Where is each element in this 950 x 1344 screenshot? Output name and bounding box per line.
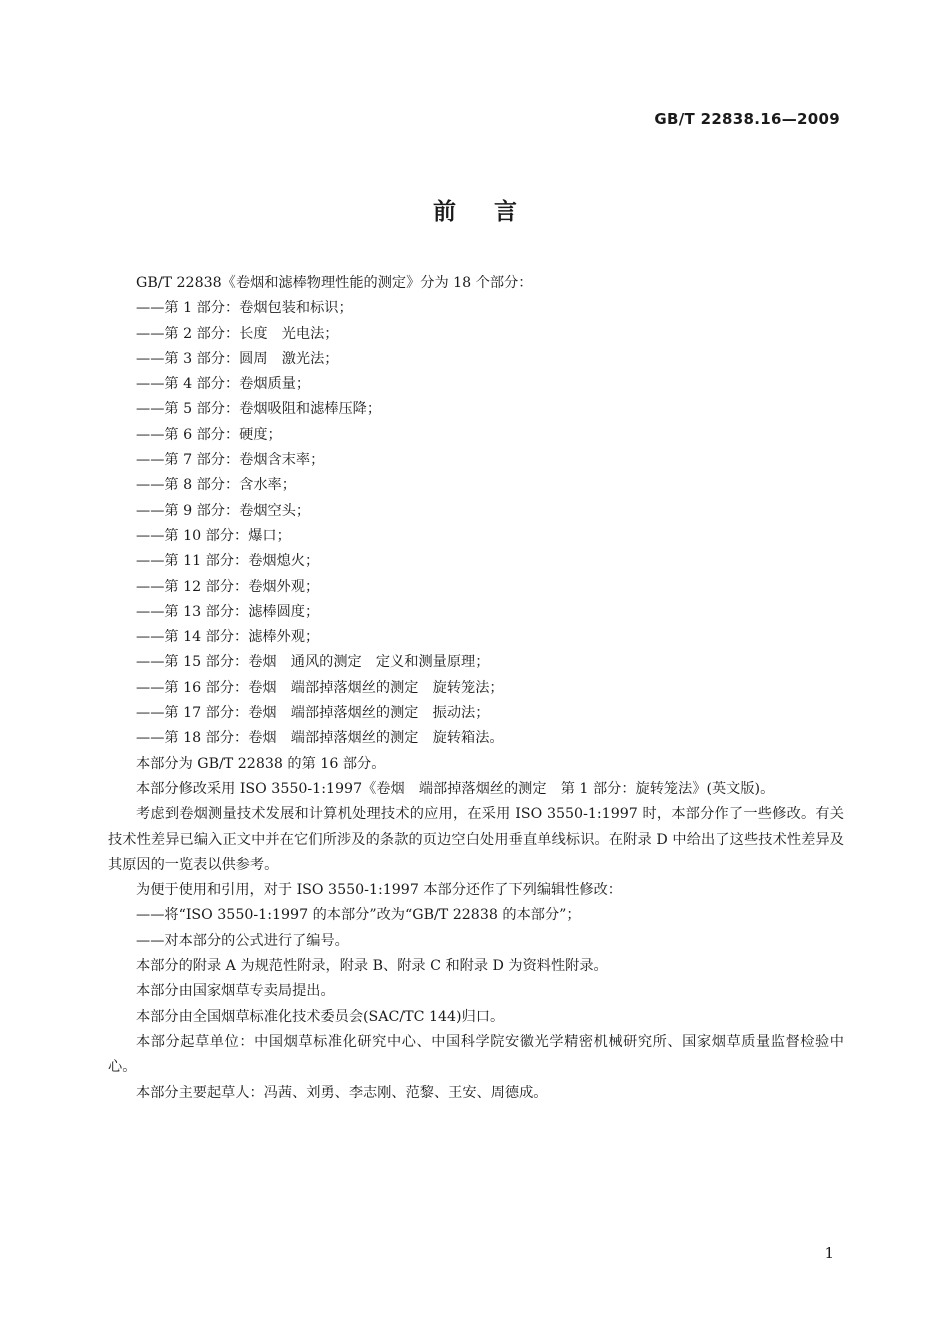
list-item: ——第 8 部分：含水率；: [136, 477, 296, 494]
list-item: ——将“ISO 3550-1:1997 的本部分”改为“GB/T 22838 的本部分”；: [136, 907, 581, 924]
parts-list: [108, 296, 844, 751]
drafting-units-paragraph: 本部分起草单位：中国烟草标准化研究中心、中国科学院安徽光学精密机械研究所、国家烟草质量监督检验中心。: [108, 1033, 844, 1076]
list-item: ——第 18 部分：卷烟 端部掉落烟丝的测定 旋转箱法。: [136, 730, 504, 747]
list-item: ——第 14 部分：滤棒外观；: [136, 629, 320, 646]
list-item: ——第 2 部分：长度 光电法；: [136, 325, 339, 342]
centralized-paragraph: 本部分由全国烟草标准化技术委员会(SAC/TC 144)归口。: [136, 1008, 505, 1025]
proposed-by-paragraph: 本部分由国家烟草专卖局提出。: [136, 983, 335, 1000]
list-item: ——第 13 部分：滤棒圆度；: [136, 603, 320, 620]
list-item: ——第 3 部分：圆周 激光法；: [136, 350, 339, 367]
list-item: ——第 9 部分：卷烟空头；: [136, 502, 311, 519]
list-item: ——第 1 部分：卷烟包装和标识；: [136, 300, 353, 317]
list-item: ——第 6 部分：硬度；: [136, 426, 282, 443]
list-item: ——第 17 部分：卷烟 端部掉落烟丝的测定 振动法；: [136, 705, 490, 722]
list-item: ——对本部分的公式进行了编号。: [136, 932, 349, 949]
list-item: ——第 4 部分：卷烟质量；: [136, 376, 311, 393]
title-char-1: 前: [433, 199, 456, 225]
adoption-paragraph: 本部分修改采用 ISO 3550-1:1997《卷烟 端部掉落烟丝的测定 第 1 部分：旋转笼法》(英文版)。: [136, 780, 775, 797]
annex-paragraph: 本部分的附录 A 为规范性附录，附录 B、附录 C 和附录 D 为资料性附录。: [136, 958, 608, 975]
page-title: [0, 193, 950, 226]
list-item: ——第 16 部分：卷烟 端部掉落烟丝的测定 旋转笼法；: [136, 679, 504, 696]
list-item: ——第 7 部分：卷烟含末率；: [136, 452, 325, 469]
list-item: ——第 12 部分：卷烟外观；: [136, 578, 320, 595]
standard-code: GB/T 22838.16—2009: [654, 110, 840, 128]
list-item: ——第 10 部分：爆口；: [136, 527, 291, 544]
considerations-paragraph: 考虑到卷烟测量技术发展和计算机处理技术的应用，在采用 ISO 3550-1:1997 时，本部分作了一些修改。有关技术性差异已编入正文中并在它们所涉及的条款的页边空白处用垂直单线标识。在附录 D 中给出了这些技术性差异及其原因的一览表以供参考。: [108, 806, 844, 873]
list-item: ——第 5 部分：卷烟吸阻和滤棒压降；: [136, 401, 382, 418]
list-item: ——第 11 部分：卷烟熄火；: [136, 553, 320, 570]
page-number: 1: [824, 1244, 834, 1262]
intro-paragraph: GB/T 22838《卷烟和滤棒物理性能的测定》分为 18 个部分：: [136, 275, 533, 291]
part-of-paragraph: 本部分为 GB/T 22838 的第 16 部分。: [136, 755, 386, 772]
foreword-body: [108, 271, 844, 1106]
list-item: ——第 15 部分：卷烟 通风的测定 定义和测量原理；: [136, 654, 490, 671]
editorial-intro-paragraph: 为便于使用和引用，对于 ISO 3550-1:1997 本部分还作了下列编辑性修改：: [136, 882, 622, 899]
drafters-paragraph: 本部分主要起草人：冯茜、刘勇、李志刚、范黎、王安、周德成。: [136, 1084, 548, 1101]
title-char-2: 言: [494, 199, 517, 225]
